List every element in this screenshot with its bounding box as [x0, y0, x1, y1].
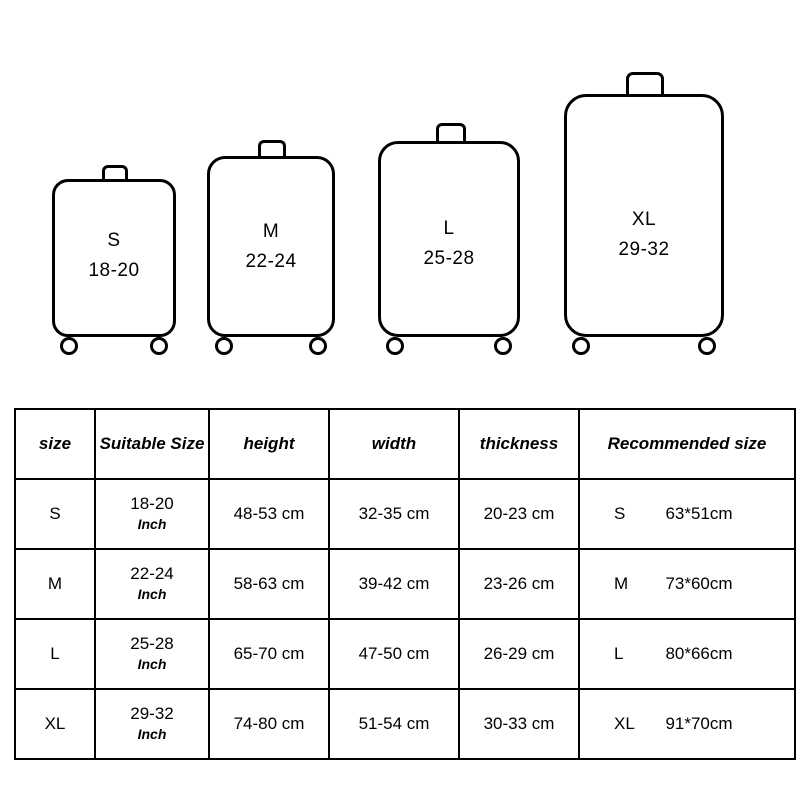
cell-width: 51-54 cm [329, 689, 459, 759]
cell-recommended-value: 91*70cm [665, 714, 733, 733]
cell-recommended-size [579, 619, 795, 689]
case-body [564, 94, 724, 337]
cell-recommended-letter: M [614, 574, 629, 593]
cell-size: M [15, 549, 95, 619]
cell-thickness: 26-29 cm [459, 619, 579, 689]
cell-suitable-value: 25-28 [130, 634, 174, 653]
cell-unit: Inch [137, 516, 167, 532]
cell-recommended-size [579, 689, 795, 759]
column-header-width: width [329, 409, 459, 479]
column-header-suitable-size: Suitable Size [95, 409, 209, 479]
table-header-row [15, 409, 209, 479]
wheel-icon [494, 337, 512, 355]
table-row [15, 689, 209, 759]
cell-width: 39-42 cm [329, 549, 459, 619]
cell-recommended-value: 73*60cm [665, 574, 733, 593]
cell-suitable-size [95, 619, 209, 689]
case-label-l: L [443, 218, 455, 239]
table-row [209, 619, 795, 689]
luggage-case-l [378, 123, 520, 355]
size-table [14, 408, 210, 760]
case-body [207, 156, 335, 337]
wheel-icon [309, 337, 327, 355]
wheel-icon [215, 337, 233, 355]
cell-height: 65-70 cm [209, 619, 329, 689]
case-range-l: 25-28 [423, 248, 475, 269]
case-range-xl: 29-32 [618, 239, 670, 260]
case-label-m: M [262, 221, 280, 242]
column-header-thickness: thickness [459, 409, 579, 479]
dimensions-table [208, 408, 796, 760]
cell-suitable-value: 22-24 [130, 564, 174, 583]
cell-unit: Inch [137, 586, 167, 602]
cell-size: S [15, 479, 95, 549]
cell-thickness: 23-26 cm [459, 549, 579, 619]
cell-recommended-letter: L [614, 644, 624, 663]
case-label-s: S [107, 230, 121, 251]
table-row [15, 479, 209, 549]
cell-recommended-letter: XL [614, 714, 635, 733]
cell-suitable-size [95, 549, 209, 619]
cell-suitable-size [95, 479, 209, 549]
cell-unit: Inch [137, 726, 167, 742]
case-label-xl: XL [631, 209, 657, 230]
luggage-illustration-row [0, 0, 800, 385]
luggage-case-s [52, 165, 176, 355]
wheel-icon [60, 337, 78, 355]
cell-recommended-value: 63*51cm [665, 504, 733, 523]
cell-recommended-size [579, 479, 795, 549]
cell-suitable-value: 29-32 [130, 704, 174, 723]
table-header-row [209, 409, 795, 479]
wheel-icon [572, 337, 590, 355]
table-row [209, 479, 795, 549]
case-body [52, 179, 176, 337]
cell-width: 32-35 cm [329, 479, 459, 549]
cell-size: L [15, 619, 95, 689]
cell-suitable-value: 18-20 [130, 494, 174, 513]
luggage-case-m [207, 140, 335, 355]
cell-recommended-value: 80*66cm [665, 644, 733, 663]
case-range-m: 22-24 [245, 251, 297, 272]
cell-size: XL [15, 689, 95, 759]
cell-suitable-size [95, 689, 209, 759]
cell-thickness: 20-23 cm [459, 479, 579, 549]
cell-height: 48-53 cm [209, 479, 329, 549]
cell-height: 58-63 cm [209, 549, 329, 619]
cell-thickness: 30-33 cm [459, 689, 579, 759]
case-body [378, 141, 520, 337]
cell-unit: Inch [137, 656, 167, 672]
column-header-size: size [15, 409, 95, 479]
table-row [209, 689, 795, 759]
cell-recommended-size [579, 549, 795, 619]
wheel-icon [150, 337, 168, 355]
cell-width: 47-50 cm [329, 619, 459, 689]
wheel-icon [698, 337, 716, 355]
table-row [15, 549, 209, 619]
table-row [209, 549, 795, 619]
luggage-case-xl [564, 72, 724, 355]
wheel-icon [386, 337, 404, 355]
column-header-recommended-size: Recommended size [579, 409, 795, 479]
cell-recommended-letter: S [614, 504, 626, 523]
column-header-height: height [209, 409, 329, 479]
table-row [15, 619, 209, 689]
case-range-s: 18-20 [88, 260, 140, 281]
cell-height: 74-80 cm [209, 689, 329, 759]
